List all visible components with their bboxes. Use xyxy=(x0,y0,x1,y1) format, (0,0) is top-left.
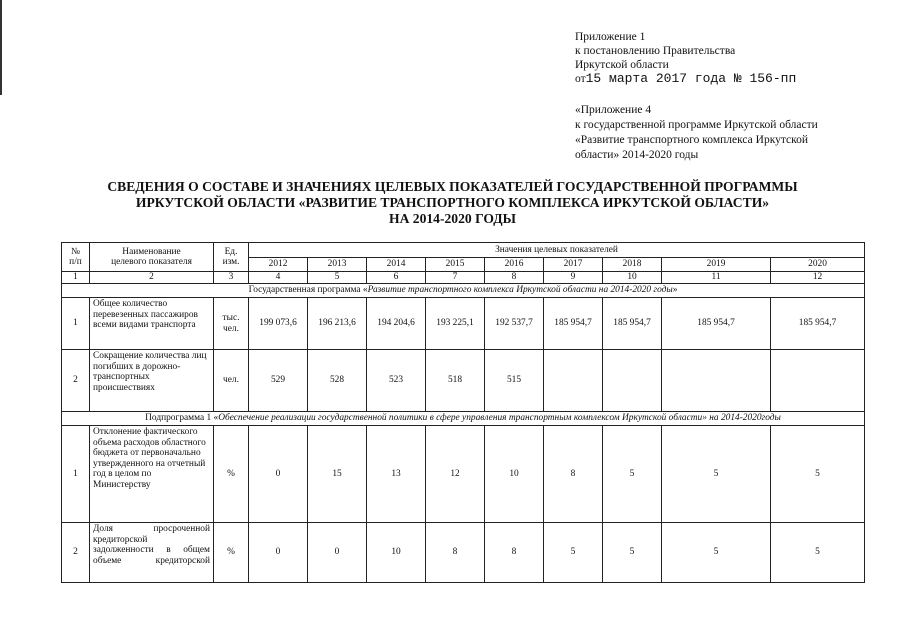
section-subprogram xyxy=(62,412,865,426)
row-value: 5 xyxy=(603,426,662,523)
row-value: 185 954,7 xyxy=(771,298,865,350)
header-name xyxy=(90,243,214,272)
header-num-line-1: № xyxy=(71,246,80,257)
title-line-3: НА 2014-2020 ГОДЫ xyxy=(389,211,516,226)
appendix-4-line-3: «Развитие транспортного комплекса Иркутской xyxy=(575,134,809,146)
column-number: 12 xyxy=(771,272,865,284)
row-value: 5 xyxy=(662,523,771,583)
row-value: 199 073,6 xyxy=(249,298,308,350)
column-number: 11 xyxy=(662,272,771,284)
column-number: 4 xyxy=(249,272,308,284)
section-subprogram-row xyxy=(62,412,865,426)
section-state-program-row xyxy=(62,284,865,298)
row-value xyxy=(771,350,865,412)
header-unit-line-2: изм. xyxy=(222,257,240,267)
header-year: 2019 xyxy=(662,258,771,272)
row-value: 5 xyxy=(771,523,865,583)
header-num-line-2: п/п xyxy=(69,257,82,267)
title-line-2: ИРКУТСКОЙ ОБЛАСТИ «РАЗВИТИЕ ТРАНСПОРТНОГО КОМПЛЕКСА ИРКУТСКОЙ ОБЛАСТИ» xyxy=(135,195,770,210)
row-value xyxy=(544,350,603,412)
column-number: 10 xyxy=(603,272,662,284)
row-num: 1 xyxy=(62,426,90,523)
appendix-date-prefix: от xyxy=(575,73,586,85)
column-number: 2 xyxy=(90,272,214,284)
header-year: 2018 xyxy=(603,258,662,272)
header-year: 2016 xyxy=(485,258,544,272)
appendix-line-3: Иркутской области xyxy=(575,59,669,71)
row-num: 2 xyxy=(62,350,90,412)
indicators-table xyxy=(61,242,865,583)
row-indicator-name: Сокращение количества лиц погибших в дорожно-транспортных происшествиях xyxy=(90,350,214,412)
table-row xyxy=(62,523,865,583)
column-number: 7 xyxy=(426,272,485,284)
column-numbers-row xyxy=(62,272,865,284)
scan-edge-mark xyxy=(0,0,2,95)
row-value: 185 954,7 xyxy=(544,298,603,350)
row-value: 192 537,7 xyxy=(485,298,544,350)
row-unit xyxy=(214,298,249,350)
row-num: 1 xyxy=(62,298,90,350)
row-value: 5 xyxy=(771,426,865,523)
row-unit-line-2: чел. xyxy=(223,323,239,334)
column-number: 1 xyxy=(62,272,90,284)
column-number: 8 xyxy=(485,272,544,284)
row-value: 196 213,6 xyxy=(308,298,367,350)
document-title xyxy=(20,179,885,227)
appendix-line-1: Приложение 1 xyxy=(575,31,646,43)
row-value: 10 xyxy=(485,426,544,523)
header-year: 2015 xyxy=(426,258,485,272)
header-row-1 xyxy=(62,243,865,258)
section2-italic: Обеспечение реализации государственной политики в сфере управления транспортным комплексом Иркутской области» на 2014-2020годы xyxy=(218,413,781,424)
column-number: 5 xyxy=(308,272,367,284)
row-value: 0 xyxy=(249,426,308,523)
appendix-line-2: к постановлению Правительства xyxy=(575,45,736,57)
header-year: 2020 xyxy=(771,258,865,272)
row-unit-line-1: тыс. xyxy=(222,313,240,323)
row-indicator-name: Общее количество перевезенных пассажиров всеми видами транспорта xyxy=(90,298,214,350)
row-value: 0 xyxy=(308,523,367,583)
section1-italic: Развитие транспортного комплекса Иркутской области на 2014-2020 годы xyxy=(367,285,673,296)
row-value: 8 xyxy=(426,523,485,583)
header-name-line-1: Наименование xyxy=(122,246,181,257)
row-value: 193 225,1 xyxy=(426,298,485,350)
header-values-group: Значения целевых показателей xyxy=(249,243,865,258)
header-year: 2017 xyxy=(544,258,603,272)
row-value: 5 xyxy=(662,426,771,523)
appendix-block xyxy=(575,30,796,86)
row-unit: % xyxy=(214,426,249,523)
header-num xyxy=(62,243,90,272)
row-value: 12 xyxy=(426,426,485,523)
row-value: 528 xyxy=(308,350,367,412)
column-number: 3 xyxy=(214,272,249,284)
appendix-4-line-2: к государственной программе Иркутской области xyxy=(575,119,818,131)
row-indicator-name: Отклонение фактического объема расходов областного бюджета от первоначально утвержденного на отчетный год в целом по Министерству xyxy=(90,426,214,523)
header-year: 2014 xyxy=(367,258,426,272)
row-unit: % xyxy=(214,523,249,583)
row-value xyxy=(603,350,662,412)
appendix-4-line-1: «Приложение 4 xyxy=(575,104,652,116)
section2-prefix: Подпрограмма 1 « xyxy=(145,413,219,424)
row-value: 10 xyxy=(367,523,426,583)
header-year: 2013 xyxy=(308,258,367,272)
table-row xyxy=(62,426,865,523)
header-name-line-2: целевого показателя xyxy=(111,257,192,267)
row-num: 2 xyxy=(62,523,90,583)
appendix-4-line-4: области» 2014-2020 годы xyxy=(575,149,699,161)
appendix-date-line xyxy=(575,72,796,86)
column-number: 6 xyxy=(367,272,426,284)
row-value: 0 xyxy=(249,523,308,583)
row-value: 13 xyxy=(367,426,426,523)
section1-suffix: » xyxy=(672,285,678,296)
row-value: 5 xyxy=(603,523,662,583)
row-value: 8 xyxy=(544,426,603,523)
column-number: 9 xyxy=(544,272,603,284)
row-value: 185 954,7 xyxy=(662,298,771,350)
row-value: 185 954,7 xyxy=(603,298,662,350)
appendix-4-block xyxy=(575,103,818,163)
table-row xyxy=(62,350,865,412)
row-value: 515 xyxy=(485,350,544,412)
title-line-1: СВЕДЕНИЯ О СОСТАВЕ И ЗНАЧЕНИЯХ ЦЕЛЕВЫХ ПОКАЗАТЕЛЕЙ ГОСУДАРСТВЕННОЙ ПРОГРАММЫ xyxy=(107,179,798,194)
row-value: 518 xyxy=(426,350,485,412)
header-unit-line-1: Ед. xyxy=(224,246,238,257)
row-unit: чел. xyxy=(214,350,249,412)
row-value: 194 204,6 xyxy=(367,298,426,350)
appendix-date-typed: 15 марта 2017 года № 156-пп xyxy=(585,71,797,86)
row-value xyxy=(662,350,771,412)
row-value: 8 xyxy=(485,523,544,583)
section1-prefix: Государственная программа « xyxy=(248,285,368,296)
row-value: 5 xyxy=(544,523,603,583)
row-value: 529 xyxy=(249,350,308,412)
row-value: 15 xyxy=(308,426,367,523)
header-year: 2012 xyxy=(249,258,308,272)
row-indicator-name: Доля просроченной кредиторской задолженности в общем объеме кредиторской xyxy=(90,523,214,583)
table-row xyxy=(62,298,865,350)
row-value: 523 xyxy=(367,350,426,412)
header-unit xyxy=(214,243,249,272)
section-state-program xyxy=(62,284,865,298)
